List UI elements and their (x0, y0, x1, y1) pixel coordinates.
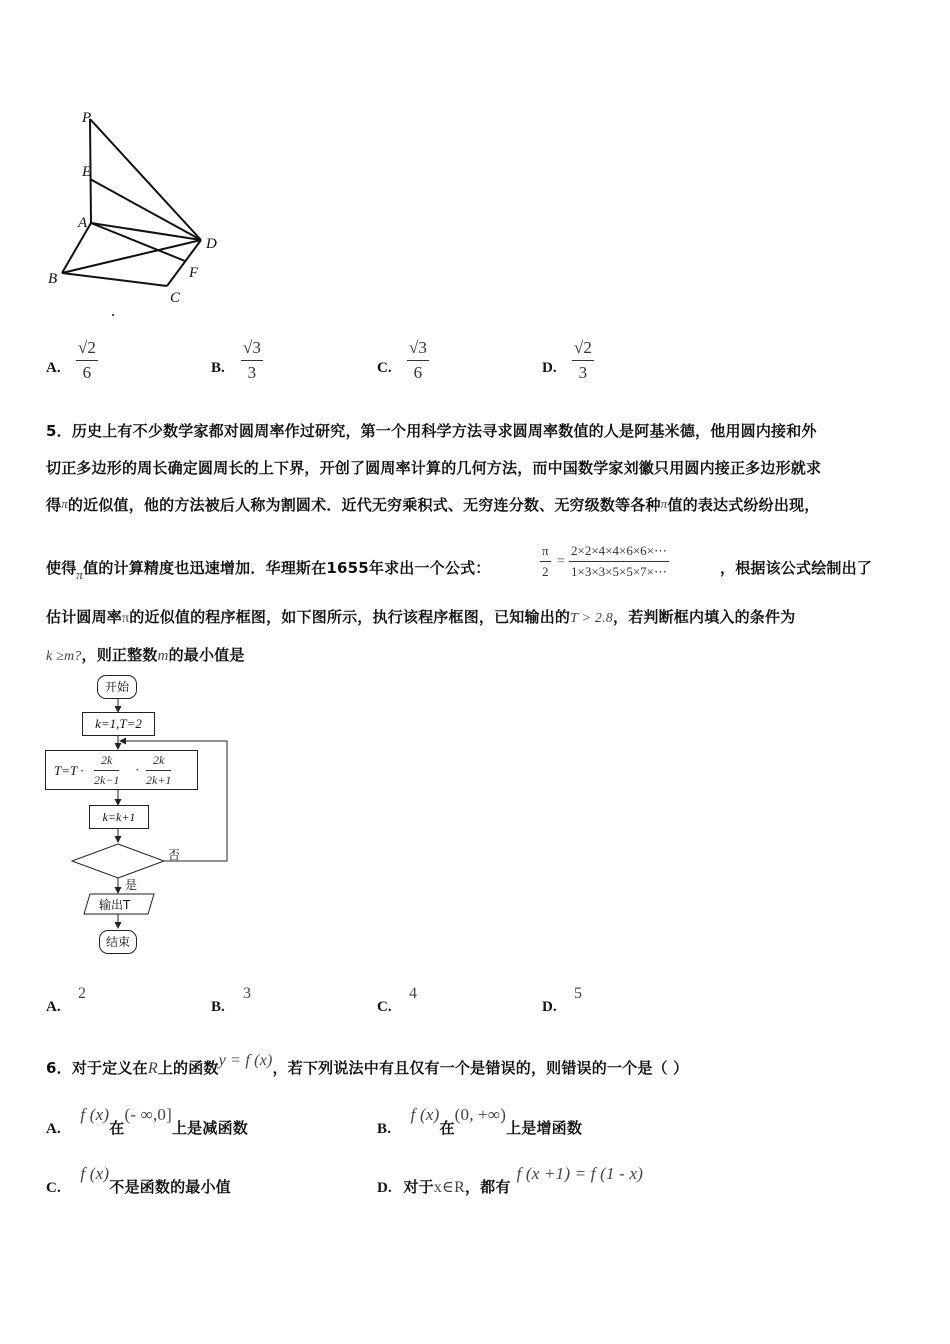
label-F: F (189, 265, 199, 281)
q4-option-d[interactable] (542, 338, 662, 388)
flow-end: 结束 (99, 930, 137, 954)
update-dot: · (135, 762, 140, 777)
option-fraction: √2 3 (574, 338, 592, 382)
q6-option-a[interactable]: A. f (x)在(- ∞,0]上是减函数 (46, 1105, 248, 1137)
q6-option-c[interactable]: C. f (x)不是函数的最小值 (46, 1164, 231, 1196)
q5-line-2: 切正多边形的周长确定圆周长的上下界，开创了圆周率计算的几何方法，而中国数学家刘徽只用圆内接正多边形就求 (46, 459, 822, 477)
q6-stem: 6．对于定义在R上的函数y = f (x)，若下列说法中有且仅有一个是错误的，则错误的一个是（ ） (46, 1052, 689, 1077)
update-fraction-1: 2k 2k−1 (94, 753, 120, 787)
q5-line-3: 得π的近似值，他的方法被后人称为割圆术．近代无穷乘积式、无穷连分数、无穷级数等各种π值的表达式纷纷出现， (46, 496, 820, 514)
pi-symbol: π (660, 496, 668, 511)
q4-option-c[interactable] (377, 338, 497, 388)
flow-yes-label: 是 (125, 878, 138, 892)
q5-option-b[interactable]: B. 3 (211, 985, 251, 1015)
label-B: B (48, 271, 58, 287)
condition-T: T > 2.8 (570, 611, 613, 626)
option-fraction: √3 6 (409, 338, 427, 382)
formula-rhs: 2×2×4×4×6×6×⋯ 1×3×3×5×5×7×⋯ (571, 543, 667, 579)
label-D: D (206, 236, 217, 252)
edge-BC (62, 273, 167, 286)
option-label: B. (211, 360, 225, 376)
update-prefix: T=T · (54, 763, 84, 778)
q5-line-4b: ，根据该公式绘制出了 (720, 559, 873, 577)
option-label: A. (46, 360, 61, 376)
pi-symbol: π (76, 567, 84, 582)
decision-diamond (72, 844, 164, 878)
option-fraction: √2 6 (78, 338, 96, 382)
flow-no-label: 否 (168, 848, 181, 862)
flow-start: 开始 (97, 675, 137, 699)
formula-equals: = (557, 554, 565, 569)
wallis-formula (540, 543, 725, 585)
q5-line-4a: 使得π值的计算精度也迅速增加．华理斯在1655年求出一个公式： (46, 559, 491, 582)
condition-k: k ≥m? (46, 649, 82, 664)
q5-option-c[interactable]: C. 4 (377, 985, 417, 1015)
formula-lhs: π 2 (542, 543, 549, 579)
flow-init: k=1,T=2 (82, 712, 155, 736)
option-fraction: √3 3 (243, 338, 261, 382)
q6-option-b[interactable]: B. f (x)在(0, +∞)上是增函数 (377, 1105, 583, 1137)
pi-symbol: π (61, 496, 68, 511)
R-symbol: R (147, 1060, 158, 1077)
q5-option-d[interactable]: D. 5 (542, 985, 582, 1015)
label-E: E (82, 164, 92, 180)
q5-line-1: 5．历史上有不少数学家都对圆周率作过研究，第一个用科学方法寻求圆周率数值的人是阿基米德，他用圆内接和外 (46, 422, 817, 440)
pyramid-figure (40, 105, 240, 320)
label-P: P (82, 110, 92, 126)
flow-increment: k=k+1 (89, 805, 149, 829)
m-symbol: m (157, 648, 169, 664)
q4-option-b[interactable] (211, 338, 331, 388)
edge-PD (90, 119, 201, 240)
q5-line-6: k ≥m?，则正整数m的最小值是 (46, 646, 245, 664)
q5-line-5: 估计圆周率π的近似值的程序框图，如下图所示，执行该程序框图，已知输出的T > 2.8，若判断框内填入的条件为 (46, 608, 796, 626)
option-label: D. (542, 360, 557, 376)
q4-option-a[interactable] (46, 338, 166, 388)
flow-update (45, 750, 198, 790)
q6-option-d[interactable]: D. 对于x∈R，都有f (x +1) = f (1 - x) (377, 1164, 644, 1196)
q5-option-a[interactable]: A. 2 (46, 985, 86, 1015)
option-label: C. (377, 360, 392, 376)
function-expr: y = f (x) (218, 1052, 273, 1069)
flow-output: 输出T (99, 898, 131, 912)
pi-symbol: π (122, 611, 130, 626)
label-A: A (78, 215, 88, 231)
label-C: C (170, 290, 181, 306)
update-fraction-2: 2k 2k+1 (146, 753, 172, 787)
